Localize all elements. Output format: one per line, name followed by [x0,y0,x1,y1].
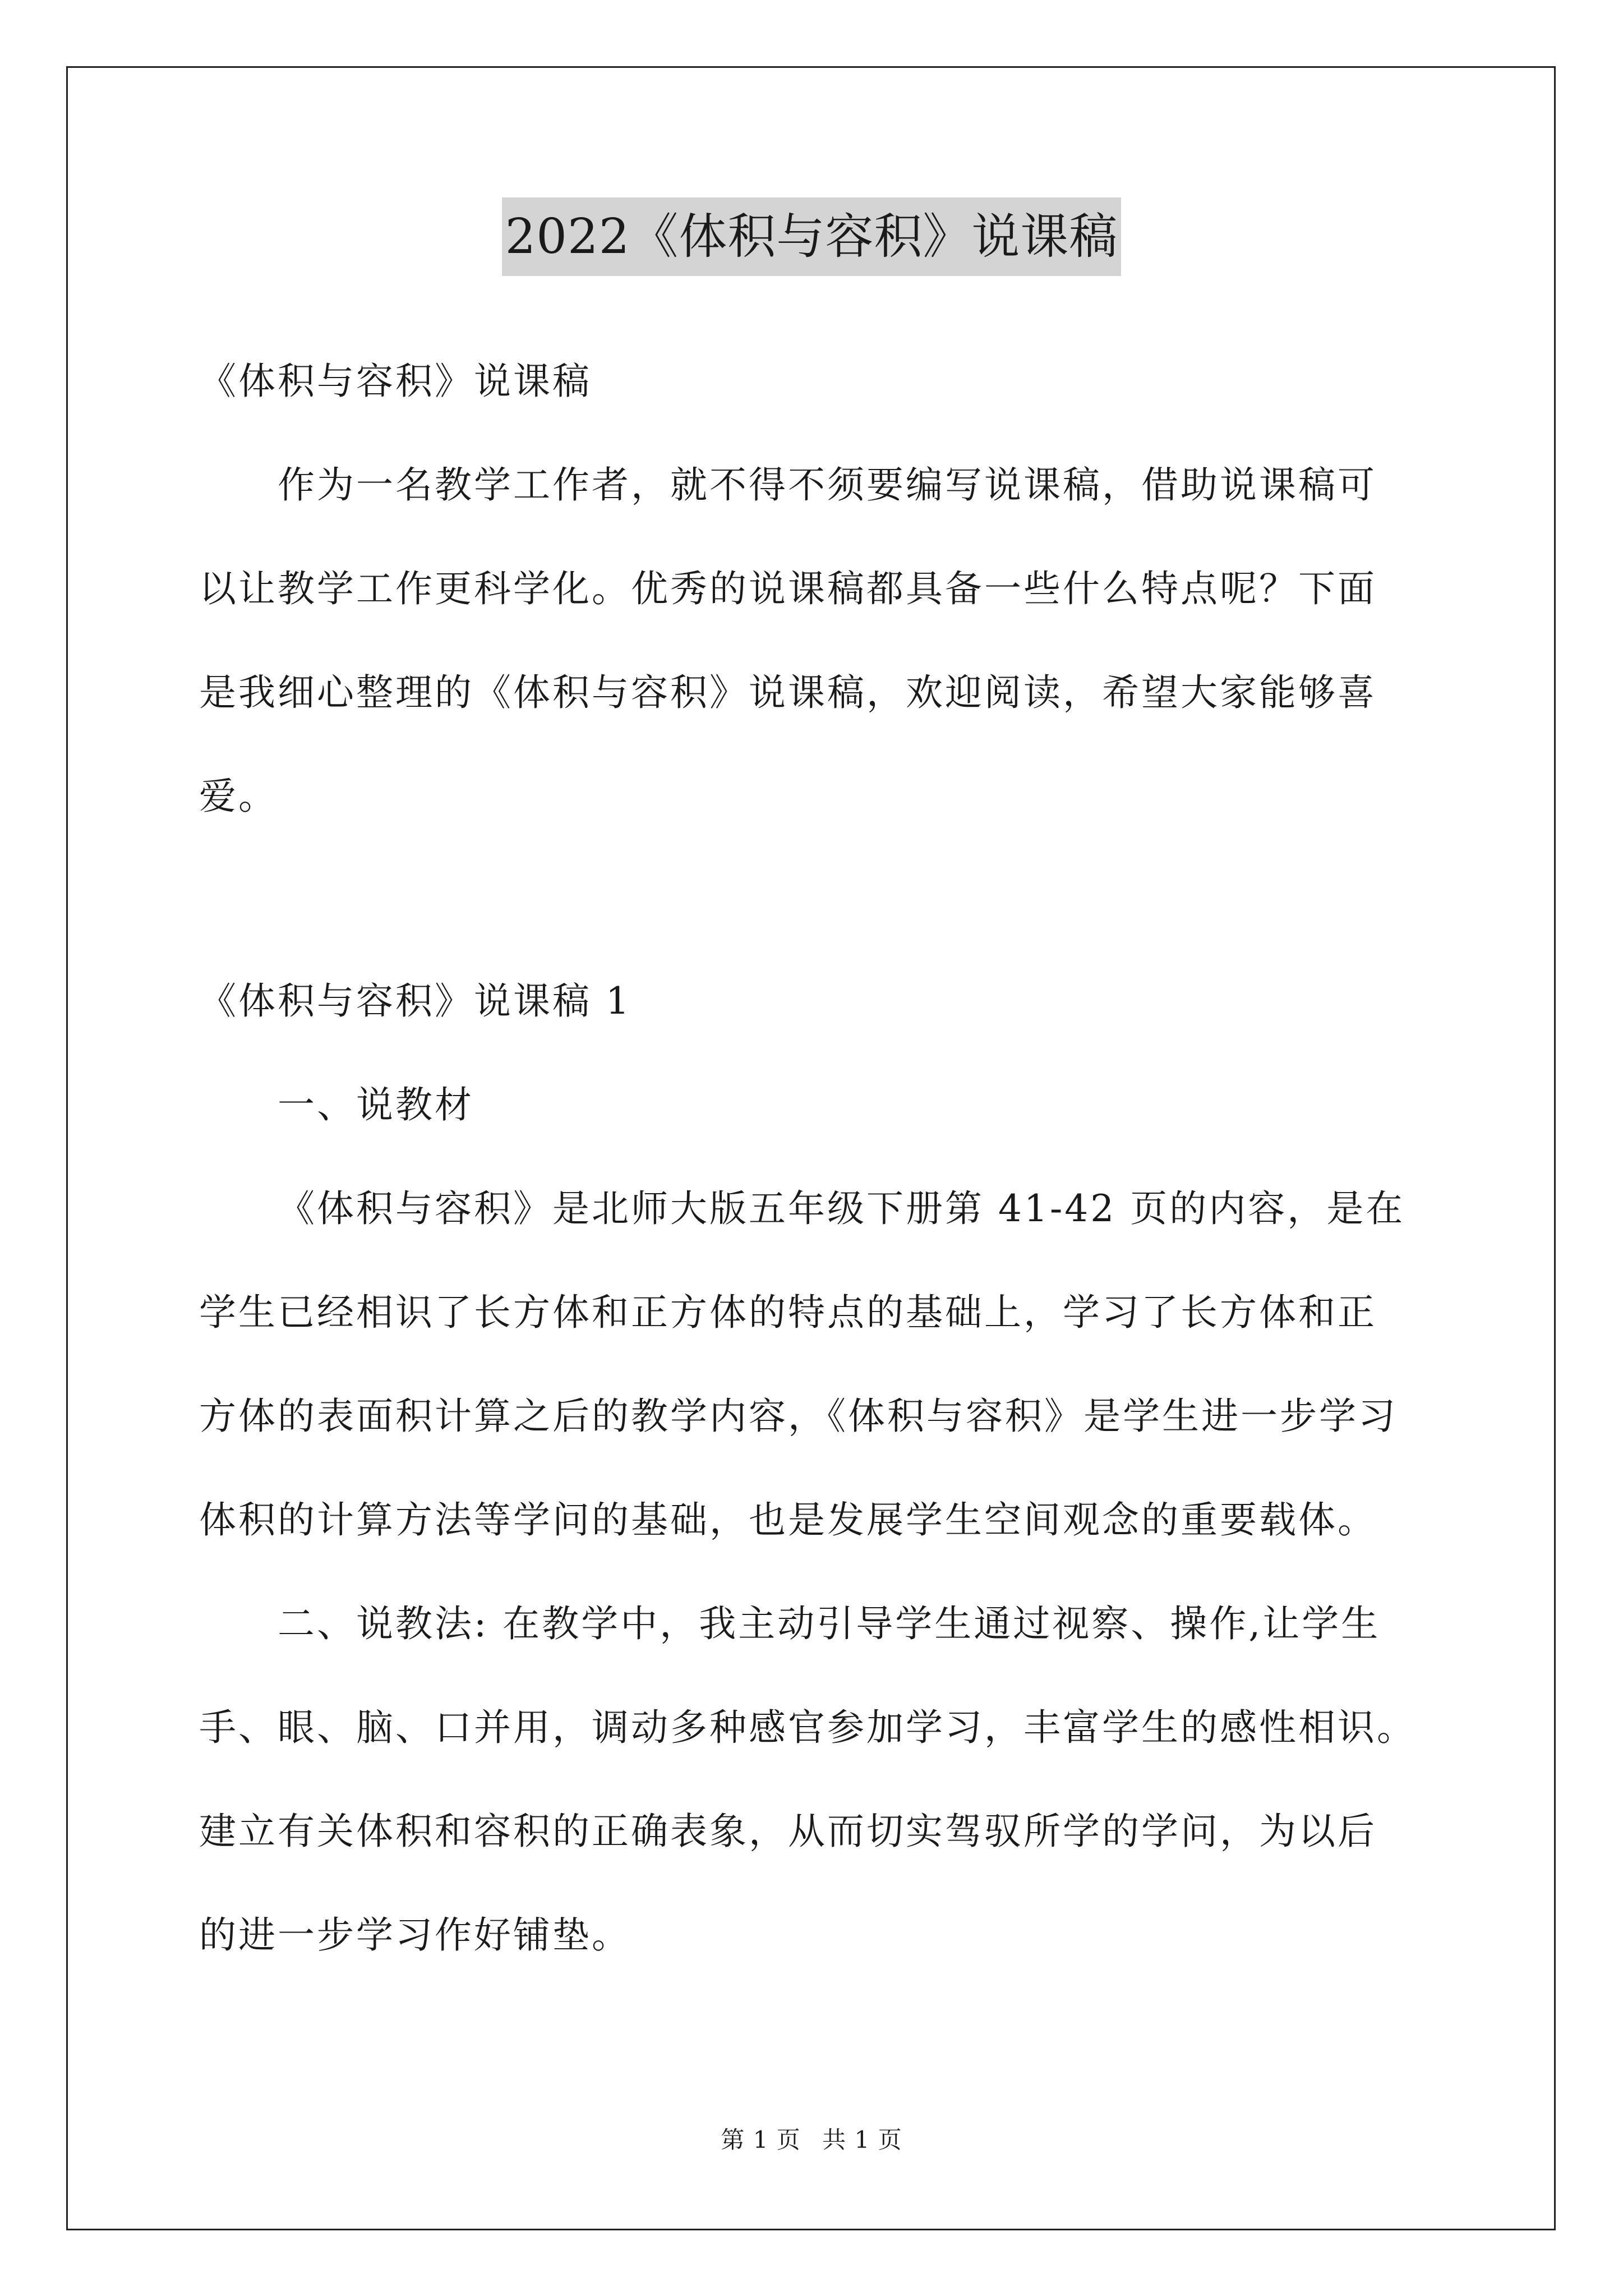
paragraph-line: 爱。 [199,775,278,818]
subsection-heading: 一、说教材 [278,1083,474,1126]
paragraph-line: 建立有关体积和容积的正确表象，从而切实驾驭所学的学问，为以后 [199,1810,1377,1853]
paragraph-line: 的进一步学习作好铺垫。 [199,1913,631,1957]
subtitle-line: 《体积与容积》说课稿 [199,360,592,403]
page-footer [0,2122,1623,2155]
document-title: 2022《体积与容积》说课稿 [502,197,1122,276]
paragraph-line: 作为一名教学工作者，就不得不须要编写说课稿，借助说课稿可 [278,463,1377,507]
paragraph-line: 《体积与容积》是北师大版五年级下册第 41-42 页的内容，是在 [278,1187,1405,1230]
paragraph-line: 学生已经相识了长方体和正方体的特点的基础上，学习了长方体和正 [199,1291,1377,1334]
paragraph-line: 二、说教法: 在教学中，我主动引导学生通过视察、操作,让学生 [278,1602,1381,1645]
paragraph-line: 是我细心整理的《体积与容积》说课稿，欢迎阅读，希望大家能够喜 [199,671,1377,714]
paragraph-line: 方体的表面积计算之后的教学内容，《体积与容积》是学生进一步学习 [199,1395,1398,1438]
title-container [0,197,1623,276]
paragraph-line: 手、眼、脑、口并用，调动多种感官参加学习，丰富学生的感性相识。 [199,1706,1416,1749]
page-number-total: 共 1 页 [822,2126,902,2154]
paragraph-line: 体积的计算方法等学问的基础，也是发展学生空间观念的重要载体。 [199,1498,1377,1542]
section-heading: 《体积与容积》说课稿 1 [199,979,631,1023]
paragraph-line: 以让教学工作更科学化。优秀的说课稿都具备一些什么特点呢？下面 [199,567,1377,610]
page-number-current: 第 1 页 [721,2126,801,2154]
